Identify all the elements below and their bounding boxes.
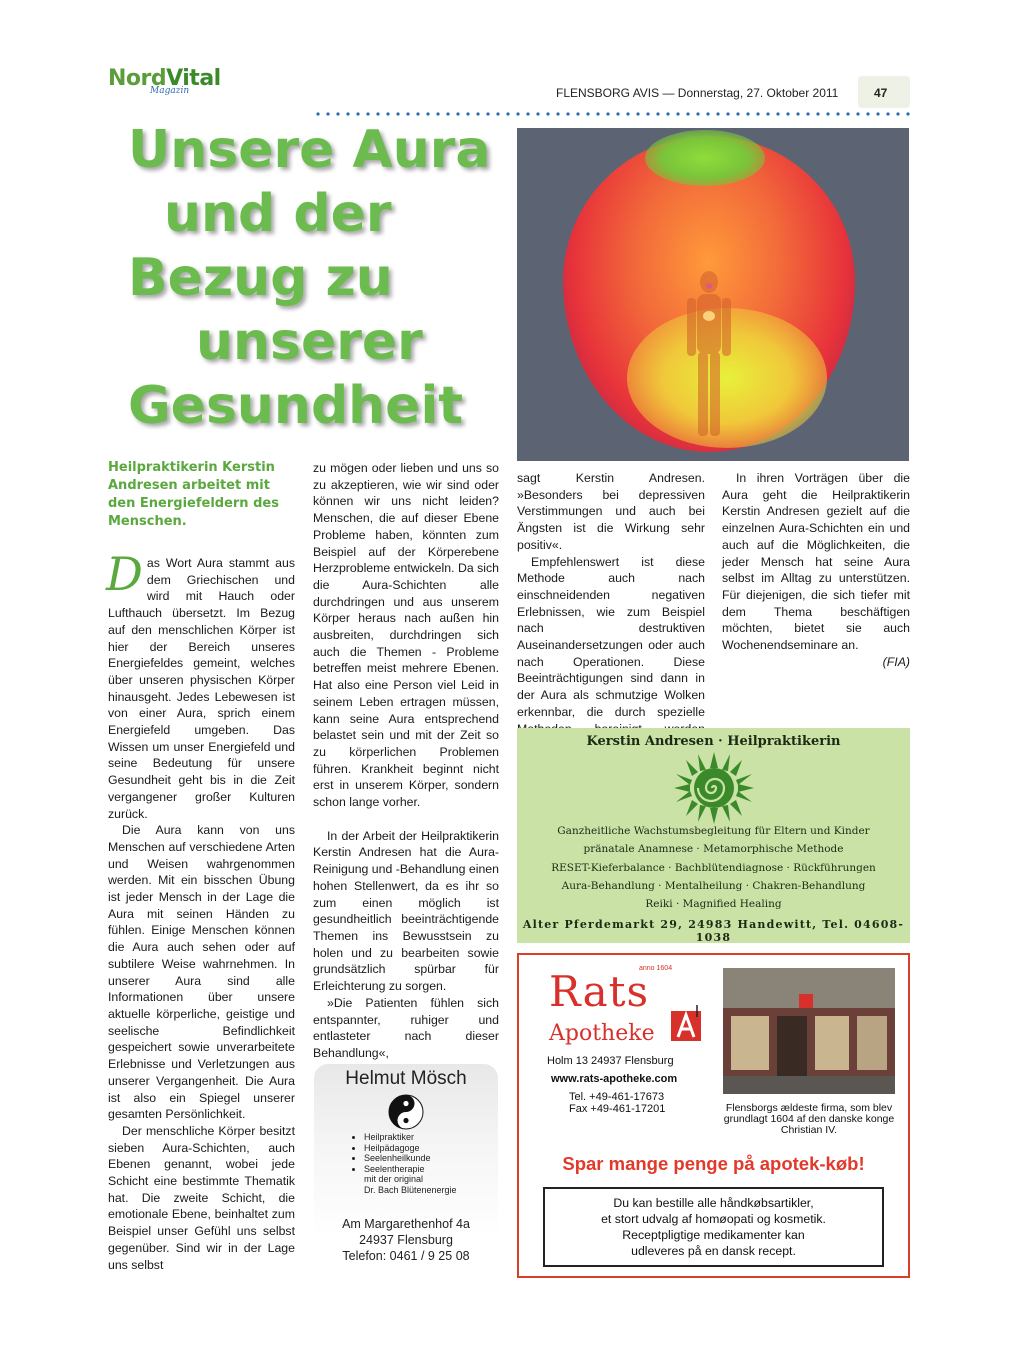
- rats-address: Holm 13 24937 Flensburg: [547, 1055, 674, 1067]
- moesch-name: Helmut Mösch: [345, 1068, 467, 1089]
- page-number: 47: [874, 86, 888, 100]
- service-line: Ganzheitliche Wachstumsbegleitung für Eltern und Kinder: [557, 825, 870, 837]
- pharmacy-a-icon: [669, 1005, 703, 1043]
- logo-vital-text: Vital: [166, 66, 221, 91]
- andresen-ad: [517, 728, 910, 943]
- paragraph-text: as Wort Aura stammt aus dem Griechischen und wird mit Hauch oder Lufthauch übersetzt. Im Bezug auf den menschlichen Körper ist hier der Bereich unseres Energiefeldes gemeint, welches über unseren physischen Körper hinausgeht. Jedes Lebewesen ist von einer Aura, sprich einem Energiefeld umgeben. Das Wissen um unser Energiefeld und seine Bedeutung für unsere Gesundheit geht bis in die Zeit vergangener großer Kulturen zurück.: [108, 556, 295, 821]
- service-line: RESET-Kieferbalance · Bachblütendiagnose · Rückführungen: [551, 861, 876, 874]
- since-label: anno 1604: [639, 965, 673, 972]
- paragraph: In ihren Vorträgen über die Aura geht die Heilpraktikerin Kerstin Andresen gezielt auf die einzelnen Aura-Schichten ein und auch auf die Möglichkeiten, die jeder Mensch hat seine Aura selbst im Alltag zu unterstützen. Für diejenigen, die sich tiefer mit dem Thema beschäftigen möchten, bietet sie auch Wochenendseminare an.: [722, 471, 910, 653]
- service-item: • Heilpädagoge: [364, 1143, 457, 1154]
- moesch-services: [354, 1132, 457, 1195]
- rats-info-box: [543, 1187, 884, 1267]
- title-line-4: unserer: [196, 312, 423, 372]
- address-line: Am Margarethenhof 4a: [342, 1217, 470, 1231]
- andresen-address: Alter Pferdemarkt 29, 24983 Handewitt, Tel. 04608-1038: [522, 918, 905, 944]
- title-line-3: Bezug zu: [128, 248, 393, 308]
- aura-green-crown: [645, 130, 765, 186]
- paragraph: Empfehlenswert ist diese Methode auch nach einschneidenden negativen Erlebnissen, wie zum Beispiel nach destruktiven Auseinandersetzungen oder auch nach Operationen. Diese Beeinträchtigungen sind dann in der Aura als schmutzige Wolken erkennbar, die durch spezielle: [517, 554, 705, 719]
- byline: (FIA): [882, 654, 910, 669]
- drop-cap: D: [106, 547, 143, 601]
- rats-slogan: Spar mange penge på apotek-køb!: [562, 1153, 865, 1174]
- address-line: 24937 Flensburg: [359, 1233, 453, 1247]
- moesch-address: [314, 1216, 498, 1264]
- paragraph: Der menschliche Körper besitzt sieben Aura-Schichten, auch Ebenen genannt, wobei jede Schicht eine bestimmte Thematik hat. Die zweite Schicht, die emotionale Ebene, beinhaltet zum Beispiel unser Gefühl uns selbst gegenüber. Sind wir in der Lage uns selbst: [108, 1123, 295, 1272]
- title-line-2: und der: [164, 184, 392, 244]
- service-item: • Seelentherapie: [364, 1164, 457, 1175]
- info-line: et stort udvalg af homøopati og kosmetik.: [601, 1212, 826, 1226]
- logo-subtitle: Magazin: [150, 86, 190, 96]
- human-silhouette: [685, 268, 733, 438]
- publication-line: FLENSBORG AVIS — Donnerstag, 27. Oktober 2011: [556, 86, 839, 100]
- andresen-services: [517, 822, 910, 913]
- paragraph: zu mögen oder lieben und uns so zu akzeptieren, wie wir sind oder können wir uns nicht leiden? Menschen, die auf dieser Ebene Probleme haben, könnten zum Beispiel auf der Körperebene Herzprobleme entwickeln. Da sich die Aura-Schichten alle durchdringen und aus unserem Körper heraus nach außen hin ausbreiten, durchdringen sich auch die Themen - Probleme betreffen meist mehrere Ebenen. Hat also eine Person viel Leid in seinem Leben ertragen müssen, kann seine Aura entsprechend belastet sein und mit der Zeit so zu körperlichen Problemen führen. Krankheit beginnt nicht erst in unserem Körper, sondern schon lange vorher.: [313, 461, 499, 810]
- sun-spiral-icon: [674, 752, 754, 824]
- dotted-divider: [313, 111, 913, 117]
- moesch-ad: [314, 1064, 498, 1280]
- service-line: pränatale Anamnese · Metamorphische Methode: [583, 843, 844, 856]
- andresen-ad-title: Kerstin Andresen · Heilpraktikerin: [586, 734, 841, 749]
- info-line: udleveres på en dansk recept.: [631, 1244, 796, 1258]
- article-column-4: [722, 470, 910, 670]
- article-column-3: [517, 470, 705, 754]
- rats-logo: Rats: [549, 967, 650, 1016]
- title-line-5: Gesundheit: [128, 376, 464, 436]
- paragraph: sagt Kerstin Andresen. »Besonders bei depressiven Verstimmungen und auch bei Ängsten ist die Wirkung sehr positiv«.: [517, 471, 705, 552]
- rats-caption: Flensborgs ældeste firma, som blev grundlagt 1604 af den danske konge Christian IV.: [723, 1102, 895, 1136]
- paragraph: »Die Patienten fühlen sich entspannter, ruhiger und entlasteter nach dieser Behandlung«,: [313, 995, 499, 1060]
- service-item: • Seelenheilkunde: [364, 1153, 457, 1164]
- rats-apotheke-ad: [517, 953, 910, 1278]
- storefront-photo: [723, 968, 895, 1094]
- title-line-1: Unsere Aura: [128, 120, 491, 180]
- service-line: Reiki · Magnified Healing: [645, 898, 782, 911]
- service-item: • Heilpraktiker: [364, 1132, 457, 1143]
- service-item-extra: mit der original: [364, 1174, 424, 1184]
- article-column-1: [106, 547, 295, 1273]
- phone-line: Telefon: 0461 / 9 25 08: [342, 1249, 470, 1263]
- logo-nord-text: Nord: [108, 66, 167, 91]
- info-line: Du kan bestille alle håndkøbsartikler,: [613, 1196, 814, 1210]
- apotheke-logo: Apotheke: [549, 1021, 655, 1046]
- rats-tel: Tel. +49-461-17673: [569, 1091, 665, 1103]
- paragraph: [106, 547, 295, 822]
- paragraph: Die Aura kann von uns Menschen auf verschiedene Arten und Weisen wahrgenommen werden. Mit ein bisschen Übung ist jeder Mensch in der Lage die Aura mit seinen Händen zu fühlen. Einige Menschen können die Aura auch sehen oder auf subtilere Weise wahrnehmen. In unserer Aura sind alle Informationen über unsere aktuelle körperliche, geistige und seelische Befindlichkeit gespeichert sowie unverarbeitete Erlebnisse und Verletzungen aus unserer Vergangenheit. Die Aura ist also ein Spiegel unserer gesamten Persönlichkeit.: [108, 823, 295, 1122]
- yin-yang-icon: [388, 1094, 424, 1130]
- paragraph: In der Arbeit der Heilpraktikerin Kerstin Andresen hat die Aura-Reinigung und -Behandlung einen hohen Stellenwert, da es ihr so zum einen möglich ist gesundheitlich beeinträchtigende Themen ins Bewusstsein zu holen und zu bearbeiten sowie grundsätzlich spürbar für Erleichterung zu sorgen.: [313, 828, 499, 994]
- service-item-extra: Dr. Bach Blütenenergie: [364, 1184, 457, 1195]
- service-line: Aura-Behandlung · Mentalheilung · Chakren-Behandlung: [561, 879, 866, 892]
- article-lead: Heilpraktikerin Kerstin Andresen arbeitet mit den Energiefeldern des Menschen.: [108, 460, 279, 529]
- rats-web: www.rats-apotheke.com: [551, 1073, 678, 1085]
- rats-fax: Fax +49-461-17201: [569, 1103, 666, 1115]
- article-column-2: [313, 460, 499, 1062]
- info-line: Receptpligtige medikamenter kan: [622, 1228, 805, 1242]
- aura-photo: [517, 128, 909, 461]
